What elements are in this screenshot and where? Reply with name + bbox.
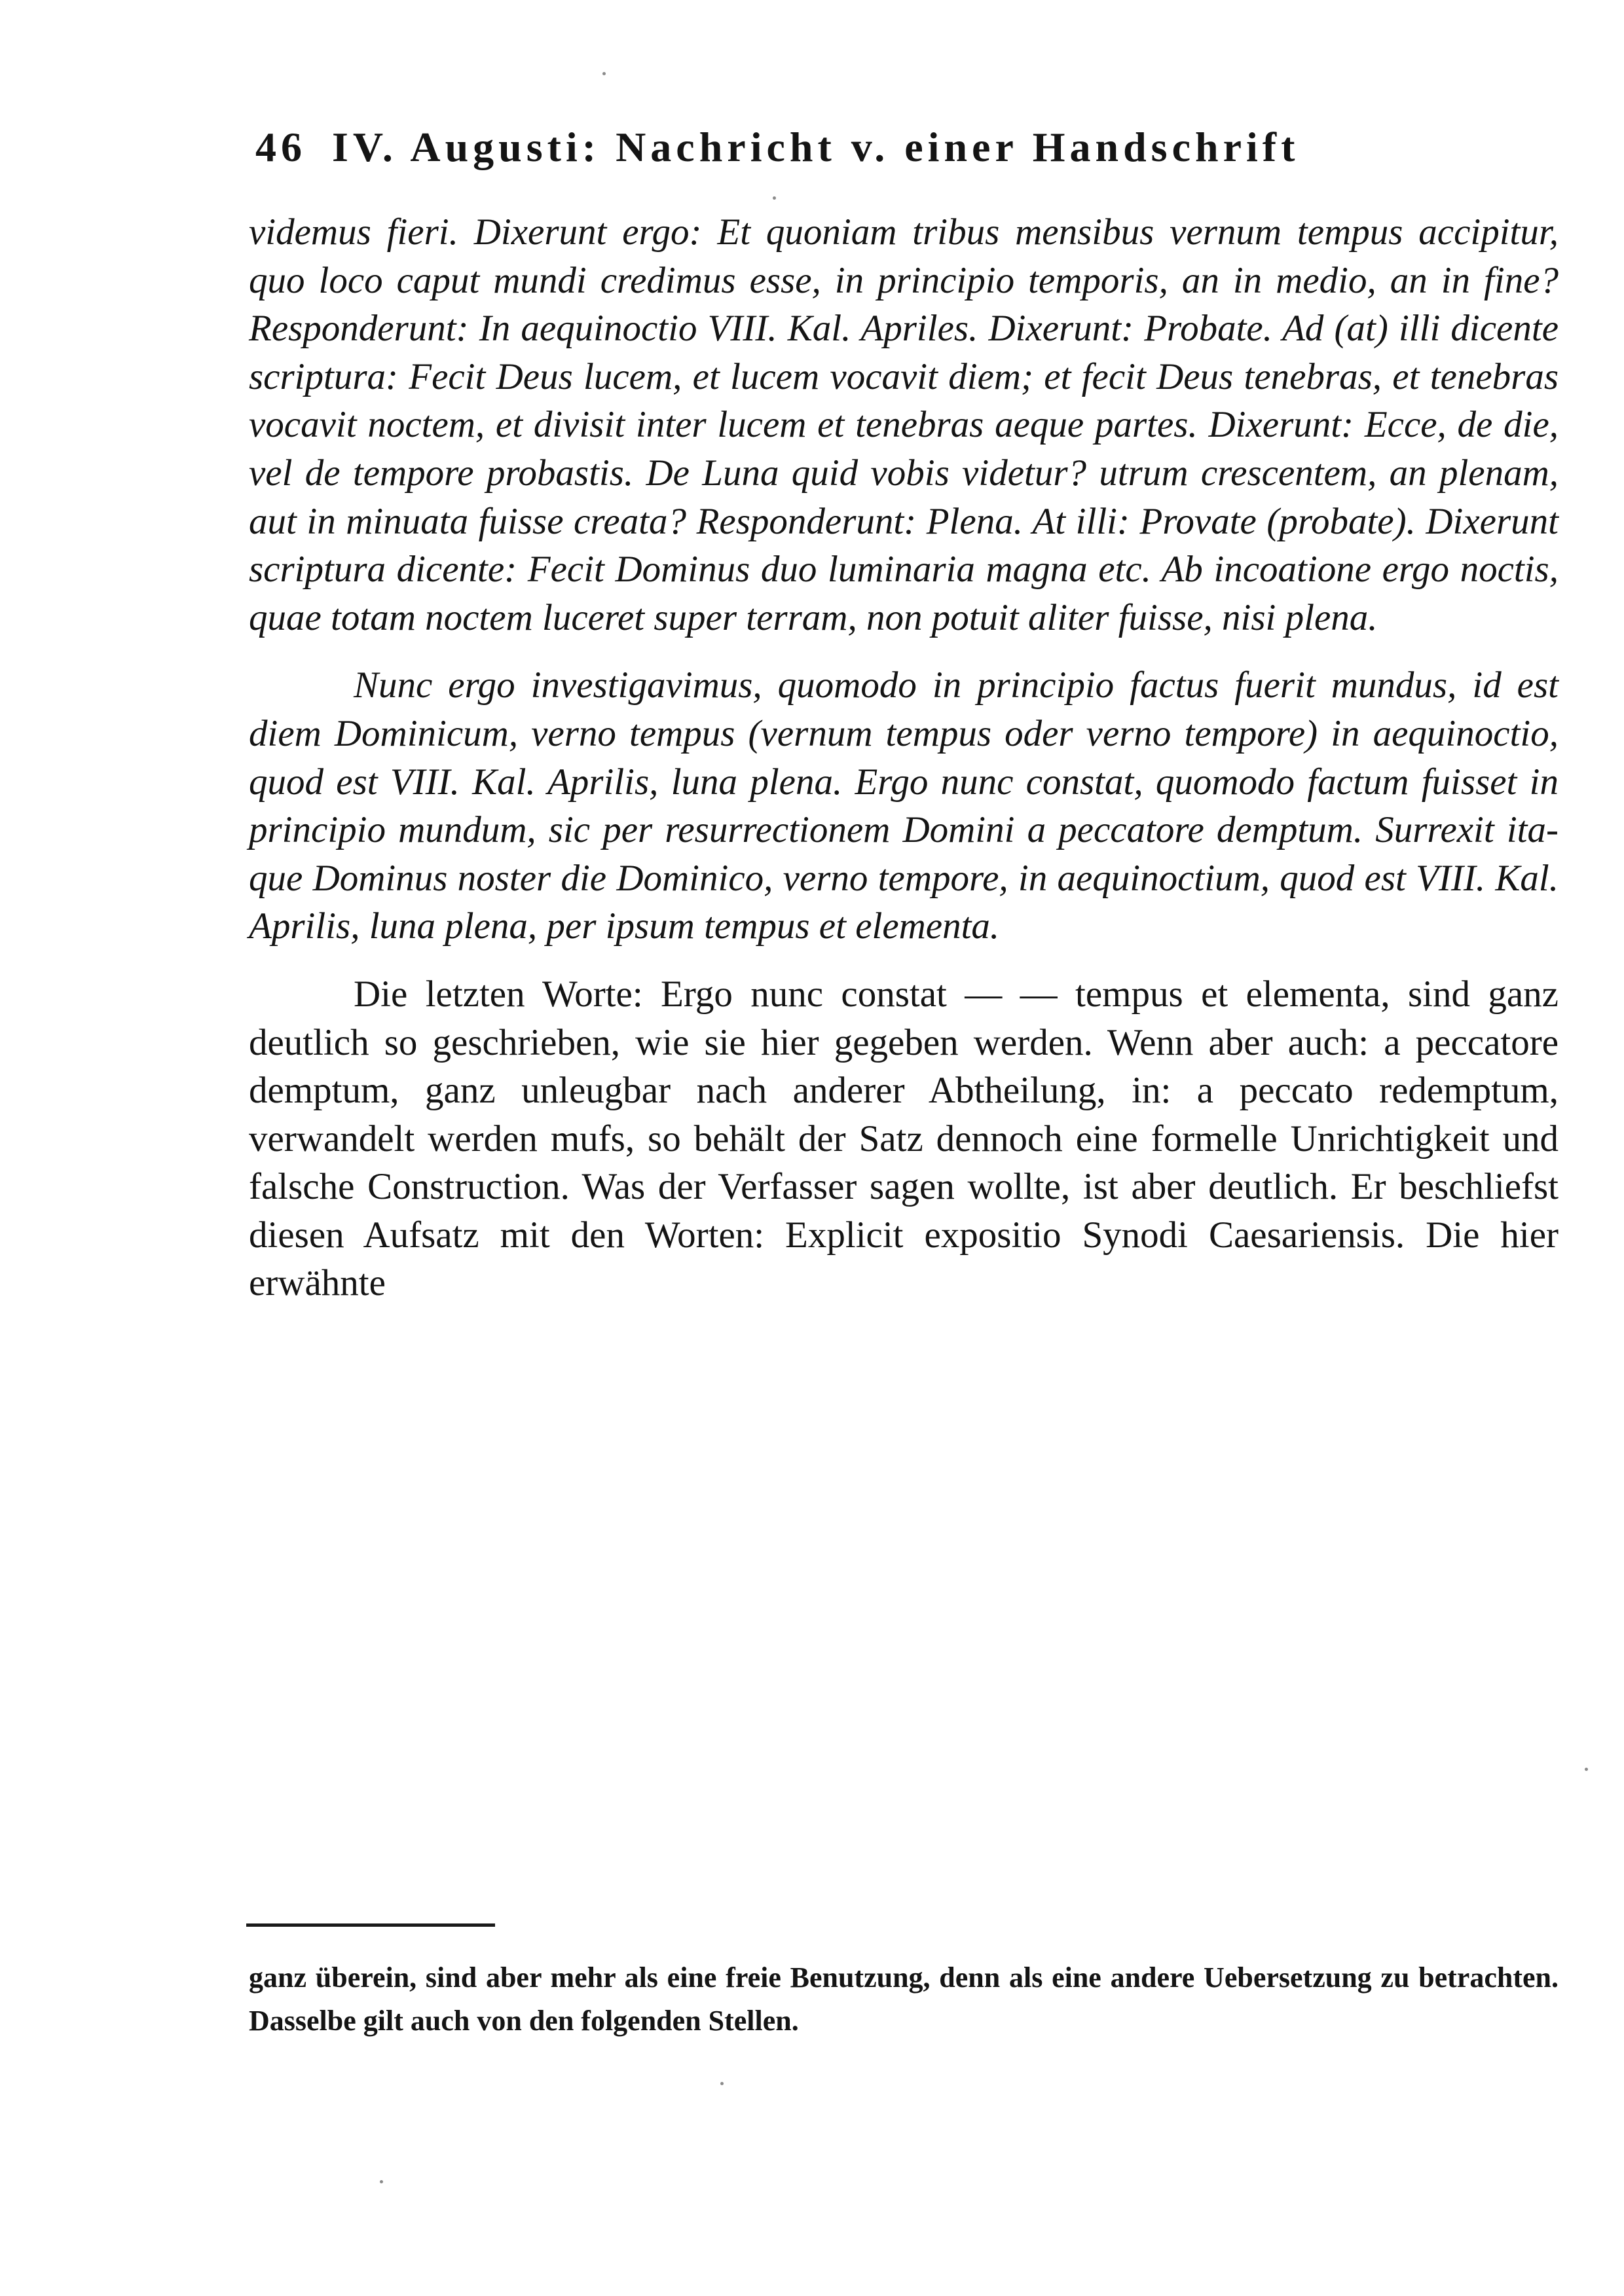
- paper-speck: [720, 2082, 724, 2085]
- main-text: [249, 208, 1559, 1307]
- running-title: IV. Augusti: Nachricht v. einer Handschrift: [332, 124, 1300, 170]
- running-header: [255, 123, 1559, 172]
- paper-speck: [380, 2180, 383, 2183]
- paper-speck: [602, 72, 606, 75]
- paper-speck: [773, 196, 776, 200]
- footnote-rule: [246, 1923, 495, 1927]
- footnote: [249, 1956, 1559, 2043]
- footnote-text: ganz überein, sind aber mehr als eine freie Benutzung, denn als eine andere Uebersetzung zu betrachten. Dasselbe gilt auch von den folgenden Stellen.: [249, 1961, 1559, 2037]
- paragraph-commentary: Die letzten Worte: Ergo nunc constat — — tempus et elementa, sind ganz deutlich so geschrieben, wie sie hier gegeben werden. Wenn aber auch: a peccatore demptum, ganz unleugbar nach anderer Abtheilung, in: a peccato redemptum, verwandelt werden mufs, so behält der Satz dennoch eine formelle Unrichtigkeit und falsche Construction. Was der Verfasser sagen wollte, ist aber deutlich. Er beschliefst diesen Aufsatz mit den Worten: Explicit expositio Synodi Caesariensis. Die hier erwähnte: [249, 973, 1559, 1304]
- paragraph-gap: [249, 951, 1559, 970]
- paragraph-latin-quotation-1: videmus fieri. Dixerunt ergo: Et quoniam tribus mensibus vernum tempus accipitur, quo loco caput mundi credimus esse, in principio temporis, an in medio, an in fine? Responderunt: In aequinoctio VIII. Kal. Apriles. Dixerunt: Probate. Ad (at) illi dicente scriptura: Fecit Deus lucem, et lucem vocavit diem; et fecit Deus tenebras, et tenebras vocavit noctem, et divisit inter lucem et tenebras aeque partes. Dixerunt: Ecce, de die, vel de tempore probastis. De Luna quid vobis videtur? utrum crescentem, an plenam, aut in minuata fuisse creata? Responderunt: Plena. At illi: Provate (probate). Dixerunt scriptura dicente: Fecit Dominus duo luminaria magna etc. Ab incoatione ergo noctis, quae totam noctem luceret super terram, non potuit aliter fuisse, nisi plena.: [249, 211, 1559, 638]
- page-number: 46: [255, 124, 306, 170]
- paragraph-latin-quotation-2: Nunc ergo investigavimus, quomodo in principio factus fuerit mundus, id est diem Dominicum, verno tempus (vernum tempus oder verno tempore) in aequinoctio, quod est VIII. Kal. Aprilis, luna plena. Ergo nunc constat, quomodo factum fuisset in principio mundum, sic per resurrectionem Domini a peccatore demptum. Surrexit itaque Dominus noster die Dominico, verno tempore, in aequinoctium, quod est VIII. Kal. Aprilis, luna plena, per ipsum tempus et elementa.: [249, 665, 1559, 947]
- paper-speck: [1585, 1768, 1588, 1771]
- paragraph-gap: [249, 642, 1559, 661]
